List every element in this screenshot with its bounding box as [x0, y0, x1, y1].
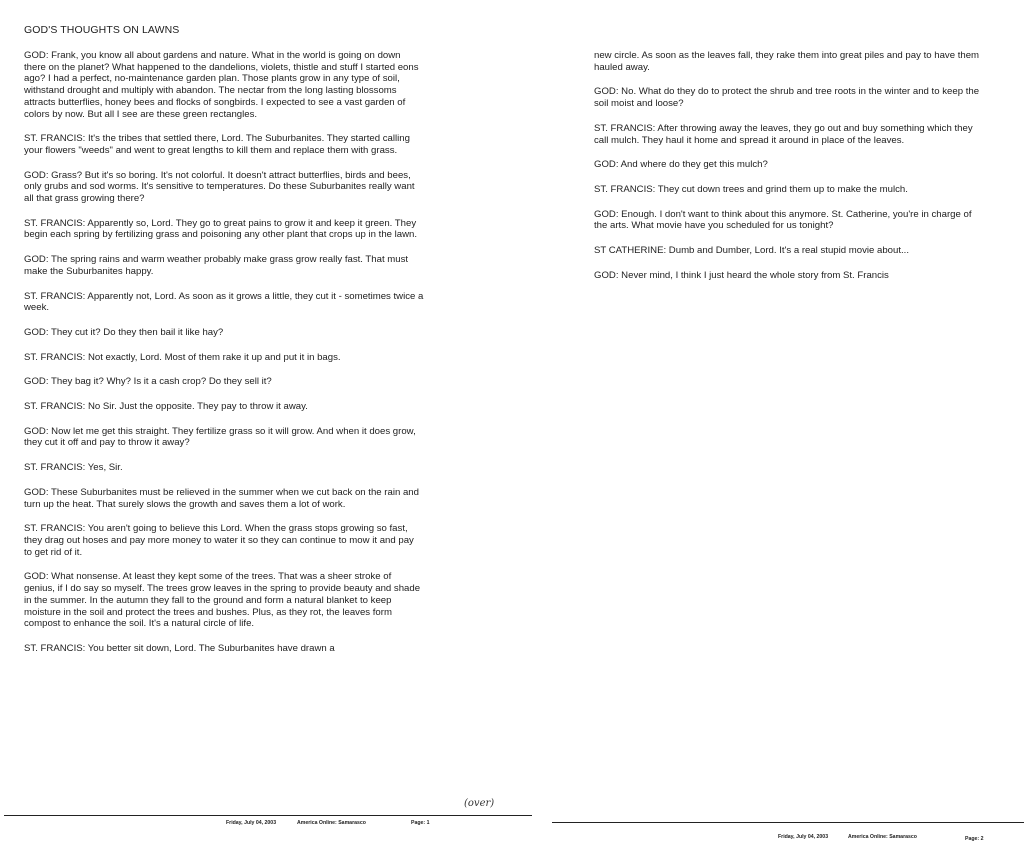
handwritten-over-note: (over) — [464, 798, 495, 809]
dialogue-paragraph: ST CATHERINE: Dumb and Dumber, Lord. It's a real stupid movie about... — [594, 245, 910, 257]
footer-divider — [4, 815, 532, 816]
document-title: GOD'S THOUGHTS ON LAWNS — [24, 24, 180, 36]
dialogue-paragraph: GOD: Frank, you know all about gardens and nature. What in the world is going on down there on the planet? What happened to the dandelions, violets, thistle and stuff I started eons ago? I had a perfect, no-maintenance garden plan. Those plants grow in any type of soil, withstand drought and multiply with abandon. The nectar from the long lasting blossoms attracts butterflies, honey bees and flocks of songbirds. I expected to see a vast garden of colors by now. But all I see are these green rectangles. — [24, 50, 419, 120]
footer-page-number: Page: 1 — [411, 820, 430, 826]
page-1-text-column — [24, 24, 424, 668]
dialogue-paragraph: ST. FRANCIS: You better sit down, Lord. The Suburbanites have drawn a — [24, 642, 335, 654]
dialogue-paragraph: GOD: Now let me get this straight. They fertilize grass so it will grow. And when it does grow, they cut it off and pay to throw it away? — [24, 425, 416, 449]
dialogue-paragraph: ST. FRANCIS: Apparently so, Lord. They go to great pains to grow it and keep it green. They begin each spring by fertilizing grass and poisoning any other plant that crops up in the lawn. — [24, 217, 418, 241]
page-2-text-column — [594, 50, 984, 294]
document-page-2 — [552, 0, 1024, 866]
dialogue-paragraph: ST. FRANCIS: Apparently not, Lord. As soon as it grows a little, they cut it - sometimes twice a week. — [24, 290, 424, 314]
footer-divider — [552, 822, 1024, 823]
dialogue-paragraph: GOD: What nonsense. At least they kept some of the trees. That was a sheer stroke of genius, if I do say so myself. The trees grow leaves in the spring to provide beauty and shade in the summer. In the autumn they fall to the ground and form a natural blanket to keep moisture in the soil and protect the trees and bushes. Plus, as they rot, the leaves form compost to enhance the soil. It's a natural circle of life. — [24, 571, 421, 630]
dialogue-paragraph: GOD: The spring rains and warm weather probably make grass grow really fast. That must make the Suburbanites happy. — [24, 254, 409, 277]
dialogue-paragraph: GOD: They cut it? Do they then bail it like hay? — [24, 326, 224, 338]
dialogue-paragraph: GOD: Grass? But it's so boring. It's not colorful. It doesn't attract butterflies, birds and bees, only grubs and sod worms. It's sensitive to temperatures. Do these Suburbanites really want all that grass growing there? — [24, 169, 415, 205]
dialogue-paragraph: new circle. As soon as the leaves fall, they rake them into great piles and pay to have them hauled away. — [594, 50, 980, 73]
dialogue-paragraph: ST. FRANCIS: After throwing away the leaves, they go out and buy something which they call mulch. They haul it home and spread it around in place of the leaves. — [594, 122, 973, 146]
dialogue-paragraph: GOD: They bag it? Why? Is it a cash crop? Do they sell it? — [24, 376, 272, 388]
dialogue-paragraph: ST. FRANCIS: It's the tribes that settled there, Lord. The Suburbanites. They started calling your flowers "weeds" and went to great lengths to kill them and replace them with grass. — [24, 133, 410, 156]
dialogue-paragraph: ST. FRANCIS: Not exactly, Lord. Most of them rake it up and put it in bags. — [24, 351, 341, 363]
footer-source: America Online: Samarasco — [848, 834, 917, 840]
footer-date: Friday, July 04, 2003 — [226, 820, 277, 826]
dialogue-paragraph: GOD: Never mind, I think I just heard the whole story from St. Francis — [594, 269, 889, 281]
footer-page-number: Page: 2 — [965, 836, 984, 842]
footer-source: America Online: Samarasco — [297, 820, 366, 826]
dialogue-paragraph: ST. FRANCIS: You aren't going to believe this Lord. When the grass stops growing so fast, they drag out hoses and pay more money to water it so they can continue to mow it and pay to get rid of it. — [24, 523, 414, 558]
footer-date: Friday, July 04, 2003 — [778, 834, 829, 840]
dialogue-paragraph: ST. FRANCIS: Yes, Sir. — [24, 462, 123, 474]
dialogue-paragraph: GOD: Enough. I don't want to think about this anymore. St. Catherine, you're in charge of the arts. What movie have you scheduled for us tonight? — [594, 208, 972, 232]
dialogue-paragraph: ST. FRANCIS: No Sir. Just the opposite. They pay to throw it away. — [24, 401, 308, 413]
dialogue-paragraph: GOD: These Suburbanites must be relieved in the summer when we cut back on the rain and turn up the heat. That surely slows the growth and saves them a lot of work. — [24, 486, 419, 510]
dialogue-paragraph: GOD: And where do they get this mulch? — [594, 159, 768, 171]
dialogue-paragraph: ST. FRANCIS: They cut down trees and grind them up to make the mulch. — [594, 183, 908, 195]
dialogue-paragraph: GOD: No. What do they do to protect the shrub and tree roots in the winter and to keep the soil moist and loose? — [594, 86, 980, 110]
